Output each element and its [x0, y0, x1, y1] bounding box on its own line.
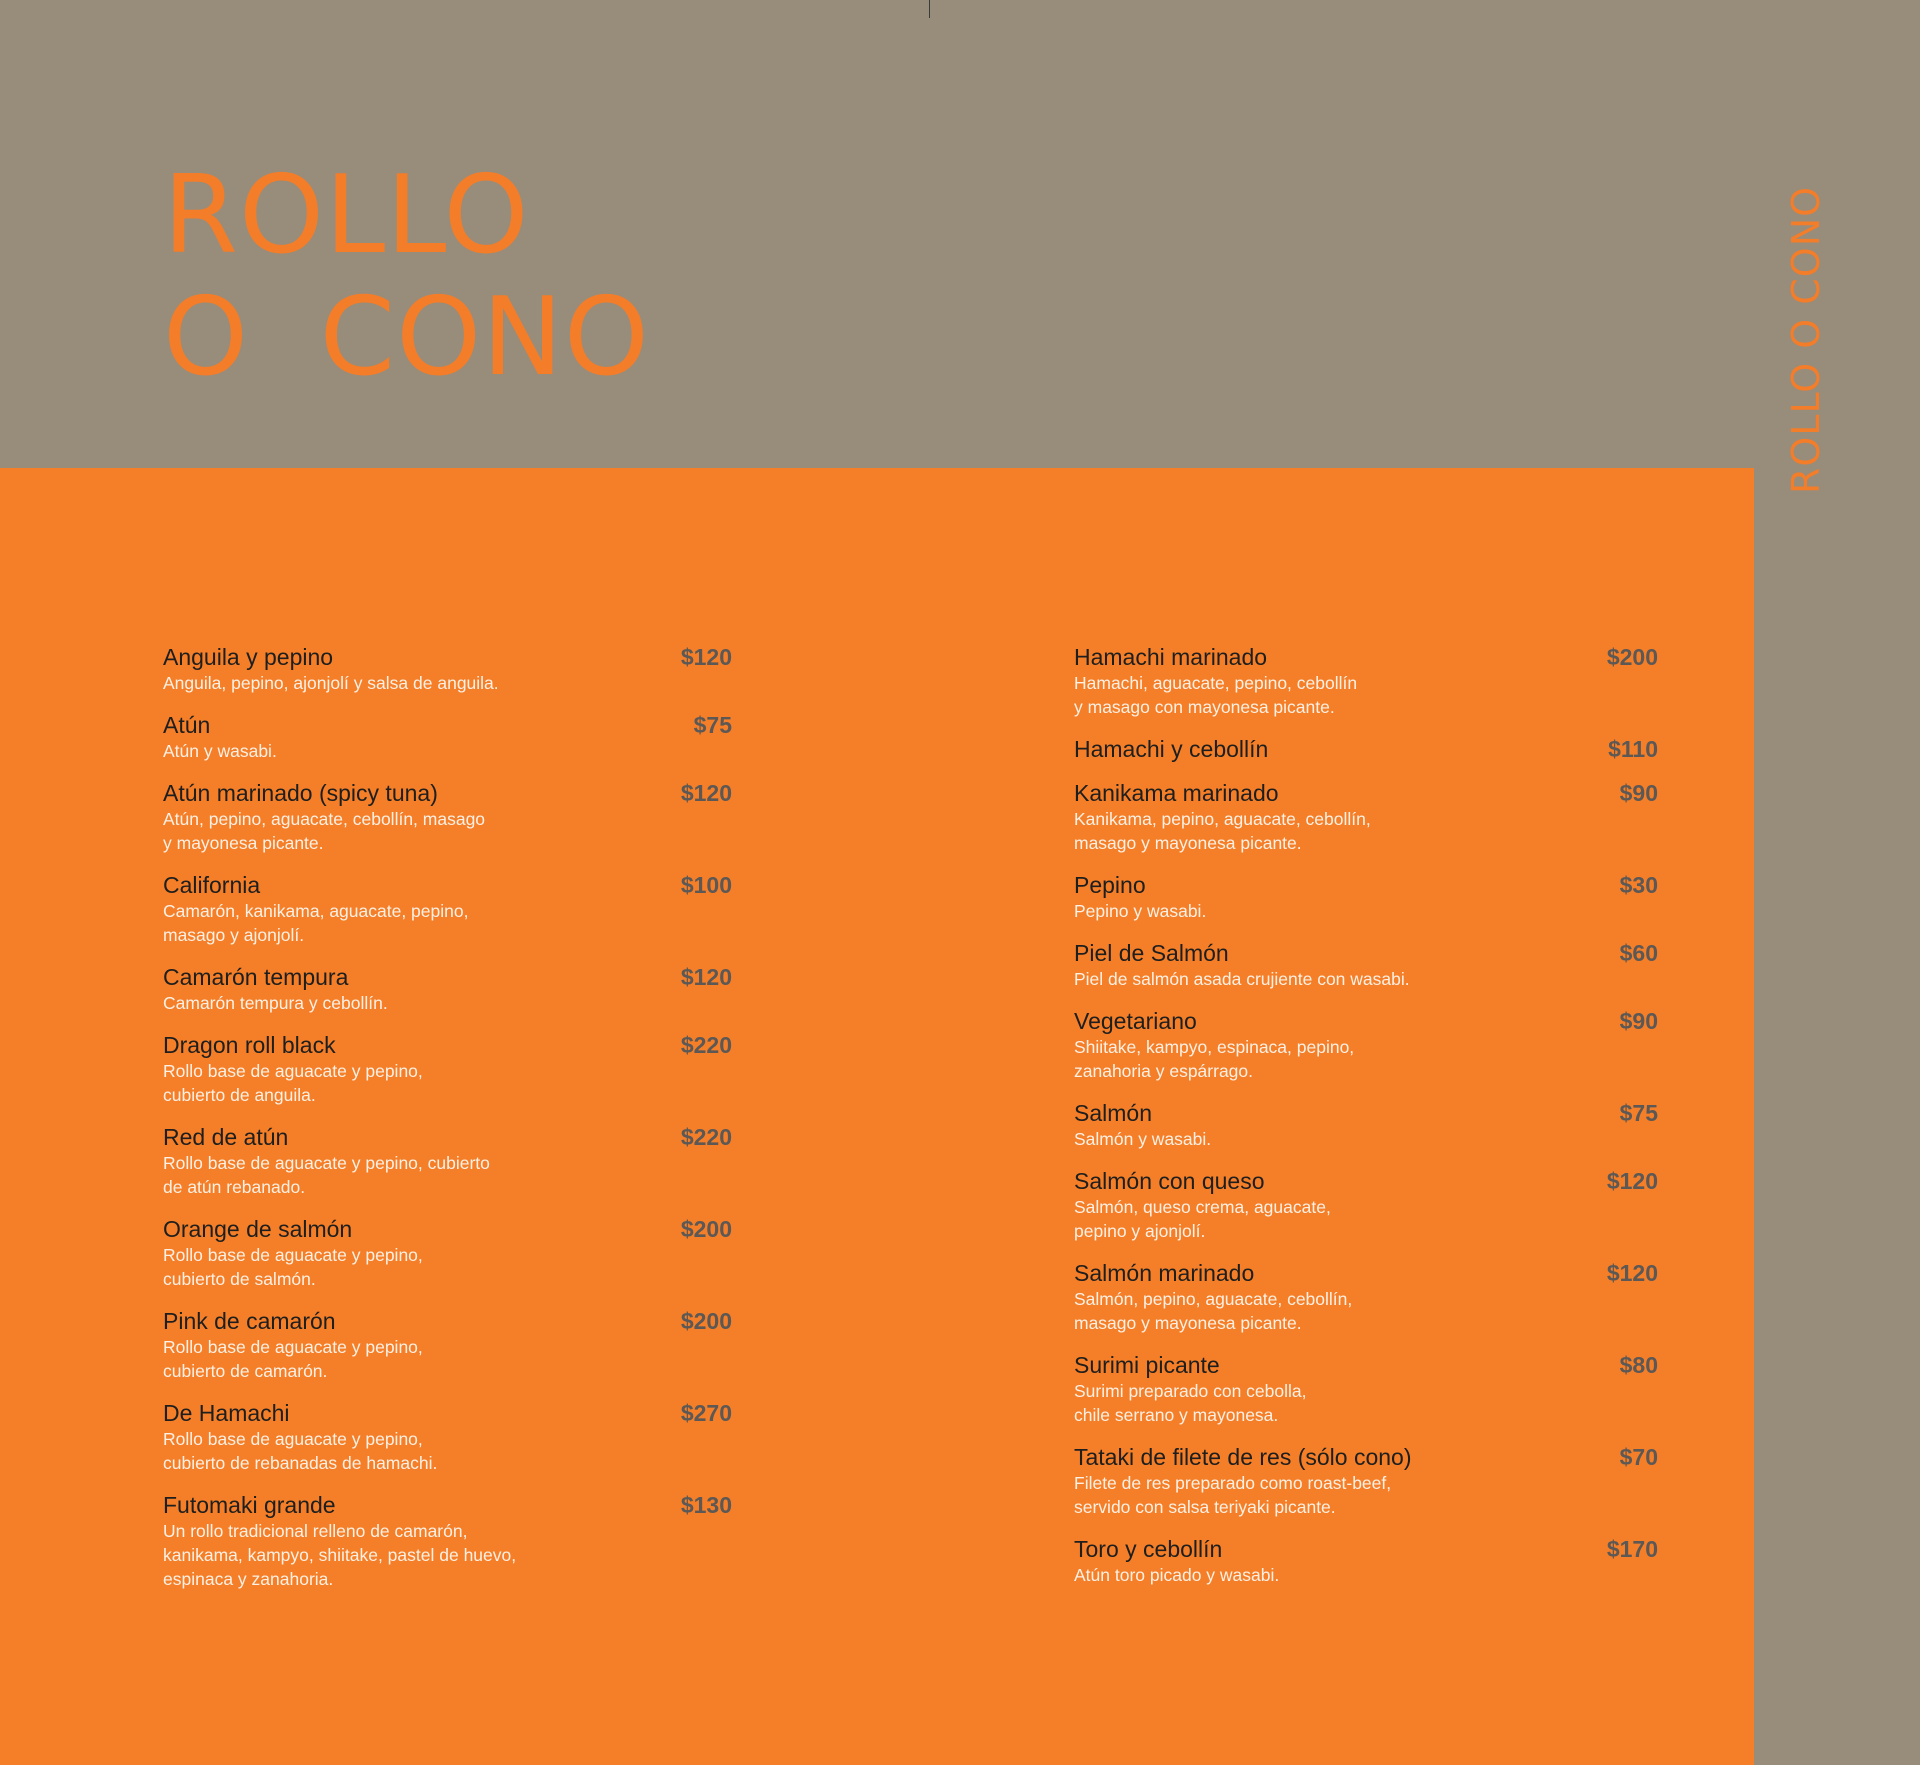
menu-item-description: Shiitake, kampyo, espinaca, pepino, zanahoria y espárrago.	[1074, 1037, 1355, 1081]
menu-item-description: Pepino y wasabi.	[1074, 901, 1207, 921]
menu-item-name: De Hamachi	[163, 1400, 290, 1426]
menu-item	[163, 1307, 732, 1383]
menu-item	[1074, 1007, 1658, 1083]
menu-item	[1074, 1259, 1658, 1335]
menu-item	[1074, 1351, 1658, 1427]
menu-item-description: Rollo base de aguacate y pepino, cubierto de anguila.	[163, 1061, 423, 1105]
menu-item-header	[1074, 1443, 1658, 1471]
menu-item	[1074, 779, 1658, 855]
menu-item-name: Futomaki grande	[163, 1492, 336, 1518]
menu-item-price: $75	[1619, 1100, 1658, 1126]
menu-item-description: Kanikama, pepino, aguacate, cebollín, masago y mayonesa picante.	[1074, 809, 1371, 853]
menu-item-name: Piel de Salmón	[1074, 940, 1229, 966]
menu-item-price: $200	[680, 1308, 732, 1334]
menu-item-name: Salmón marinado	[1074, 1260, 1255, 1286]
menu-item-description: Salmón y wasabi.	[1074, 1129, 1212, 1149]
menu-item	[1074, 1099, 1658, 1151]
menu-item-description: Surimi preparado con cebolla, chile serrano y mayonesa.	[1074, 1381, 1307, 1425]
menu-item	[163, 1399, 732, 1475]
crop-mark-top	[929, 0, 930, 18]
menu-item-description: Rollo base de aguacate y pepino, cubierto de atún rebanado.	[163, 1153, 490, 1197]
menu-item	[1074, 939, 1658, 991]
menu-item-name: Dragon roll black	[163, 1032, 336, 1058]
menu-item-description: Anguila, pepino, ajonjolí y salsa de anguila.	[163, 673, 499, 693]
menu-item-price: $80	[1619, 1352, 1658, 1378]
menu-item-name: Kanikama marinado	[1074, 780, 1279, 806]
menu-item-price: $220	[680, 1124, 732, 1150]
page-title-line-2: O CONO	[163, 275, 650, 400]
menu-item-header	[163, 1031, 732, 1059]
menu-item-name: Tataki de filete de res (sólo cono)	[1074, 1444, 1412, 1470]
menu-item-description: Atún toro picado y wasabi.	[1074, 1565, 1280, 1585]
menu-item-price: $200	[1606, 644, 1658, 670]
menu-item-name: Salmón con queso	[1074, 1168, 1265, 1194]
menu-item-description: Atún, pepino, aguacate, cebollín, masago y mayonesa picante.	[163, 809, 486, 853]
side-vertical-title: ROLLO O CONO	[1784, 185, 1828, 495]
menu-item-description: Salmón, pepino, aguacate, cebollín, masago y mayonesa picante.	[1074, 1289, 1353, 1333]
menu-item-description: Filete de res preparado como roast-beef, servido con salsa teriyaki picante.	[1074, 1473, 1392, 1517]
menu-item-name: Vegetariano	[1074, 1008, 1197, 1034]
menu-item-header	[1074, 779, 1658, 807]
menu-item-name: Pink de camarón	[163, 1308, 336, 1334]
menu-item-price: $75	[693, 712, 732, 738]
menu-item-name: Anguila y pepino	[163, 644, 334, 670]
menu-item-name: Atún	[163, 712, 211, 738]
menu-item-name: Surimi picante	[1074, 1352, 1220, 1378]
menu-item-price: $220	[680, 1032, 732, 1058]
menu-item-description: Rollo base de aguacate y pepino, cubierto de rebanadas de hamachi.	[163, 1429, 438, 1473]
menu-item-price: $30	[1619, 872, 1658, 898]
menu-item	[163, 1215, 732, 1291]
menu-item-price: $90	[1619, 1008, 1658, 1034]
menu-item-name: Pepino	[1074, 872, 1146, 898]
menu-item-description: Camarón, kanikama, aguacate, pepino, masago y ajonjolí.	[163, 901, 469, 945]
menu-item-header	[163, 643, 732, 671]
menu-item-header	[163, 779, 732, 807]
menu-item-price: $120	[1606, 1260, 1658, 1286]
menu-item-price: $100	[680, 872, 732, 898]
menu-item-header	[1074, 939, 1658, 967]
menu-item	[163, 643, 732, 695]
menu-item	[1074, 1167, 1658, 1243]
menu-item-description: Un rollo tradicional relleno de camarón, kanikama, kampyo, shiitake, pastel de huevo, espinaca y zanahoria.	[163, 1521, 517, 1589]
menu-item-description: Piel de salmón asada crujiente con wasabi.	[1074, 969, 1410, 989]
menu-item-name: Salmón	[1074, 1100, 1152, 1126]
menu-item-header	[163, 1215, 732, 1243]
menu-item	[163, 711, 732, 763]
menu-item-price: $120	[680, 644, 732, 670]
menu-item-description: Rollo base de aguacate y pepino, cubierto de camarón.	[163, 1337, 423, 1381]
menu-item-header	[1074, 735, 1658, 763]
menu-item-price: $70	[1619, 1444, 1658, 1470]
menu-item-name: Atún marinado (spicy tuna)	[163, 780, 438, 806]
menu-item-header	[163, 711, 732, 739]
menu-item	[163, 1491, 732, 1591]
menu-item-description: Rollo base de aguacate y pepino, cubierto de salmón.	[163, 1245, 423, 1289]
menu-item-price: $120	[1606, 1168, 1658, 1194]
menu-item	[163, 1123, 732, 1199]
menu-item	[1074, 1443, 1658, 1519]
menu-item-name: California	[163, 872, 261, 898]
menu-item	[163, 1031, 732, 1107]
menu-item-price: $270	[680, 1400, 732, 1426]
menu-item	[1074, 643, 1658, 719]
menu-column-right	[1074, 643, 1658, 1603]
menu-item-header	[1074, 1535, 1658, 1563]
menu-item	[163, 779, 732, 855]
page-title-line-1: ROLLO	[163, 153, 530, 278]
menu-item-name: Hamachi marinado	[1074, 644, 1268, 670]
menu-item-header	[163, 871, 732, 899]
menu-item-price: $170	[1606, 1536, 1658, 1562]
menu-item	[1074, 1535, 1658, 1587]
menu-item-name: Toro y cebollín	[1074, 1536, 1223, 1562]
menu-item-price: $110	[1608, 736, 1658, 762]
menu-item-header	[163, 1123, 732, 1151]
menu-item-header	[163, 1491, 732, 1519]
menu-item-header	[1074, 1167, 1658, 1195]
menu-item-price: $90	[1619, 780, 1658, 806]
menu-item-description: Salmón, queso crema, aguacate, pepino y ajonjolí.	[1074, 1197, 1331, 1241]
menu-item-header	[1074, 1007, 1658, 1035]
menu-item-name: Hamachi y cebollín	[1074, 736, 1269, 762]
menu-item-name: Camarón tempura	[163, 964, 349, 990]
menu-item-header	[1074, 1099, 1658, 1127]
menu-item-price: $130	[680, 1492, 732, 1518]
menu-item-price: $120	[680, 964, 732, 990]
menu-item-header	[1074, 1259, 1658, 1287]
menu-item-name: Orange de salmón	[163, 1216, 353, 1242]
menu-item-header	[163, 1399, 732, 1427]
menu-item-header	[1074, 1351, 1658, 1379]
menu-item-header	[1074, 643, 1658, 671]
menu-item-name: Red de atún	[163, 1124, 289, 1150]
menu-item	[163, 963, 732, 1015]
menu-item-price: $60	[1619, 940, 1658, 966]
menu-item-description: Camarón tempura y cebollín.	[163, 993, 388, 1013]
menu-item	[163, 871, 732, 947]
menu-item-description: Atún y wasabi.	[163, 741, 277, 761]
menu-item-header	[163, 963, 732, 991]
menu-item	[1074, 871, 1658, 923]
menu-item-price: $120	[680, 780, 732, 806]
menu-column-left	[163, 643, 732, 1607]
menu-item-header	[163, 1307, 732, 1335]
menu-item-description: Hamachi, aguacate, pepino, cebollín y masago con mayonesa picante.	[1074, 673, 1358, 717]
menu-item-header	[1074, 871, 1658, 899]
menu-item-price: $200	[680, 1216, 732, 1242]
menu-item	[1074, 735, 1658, 763]
